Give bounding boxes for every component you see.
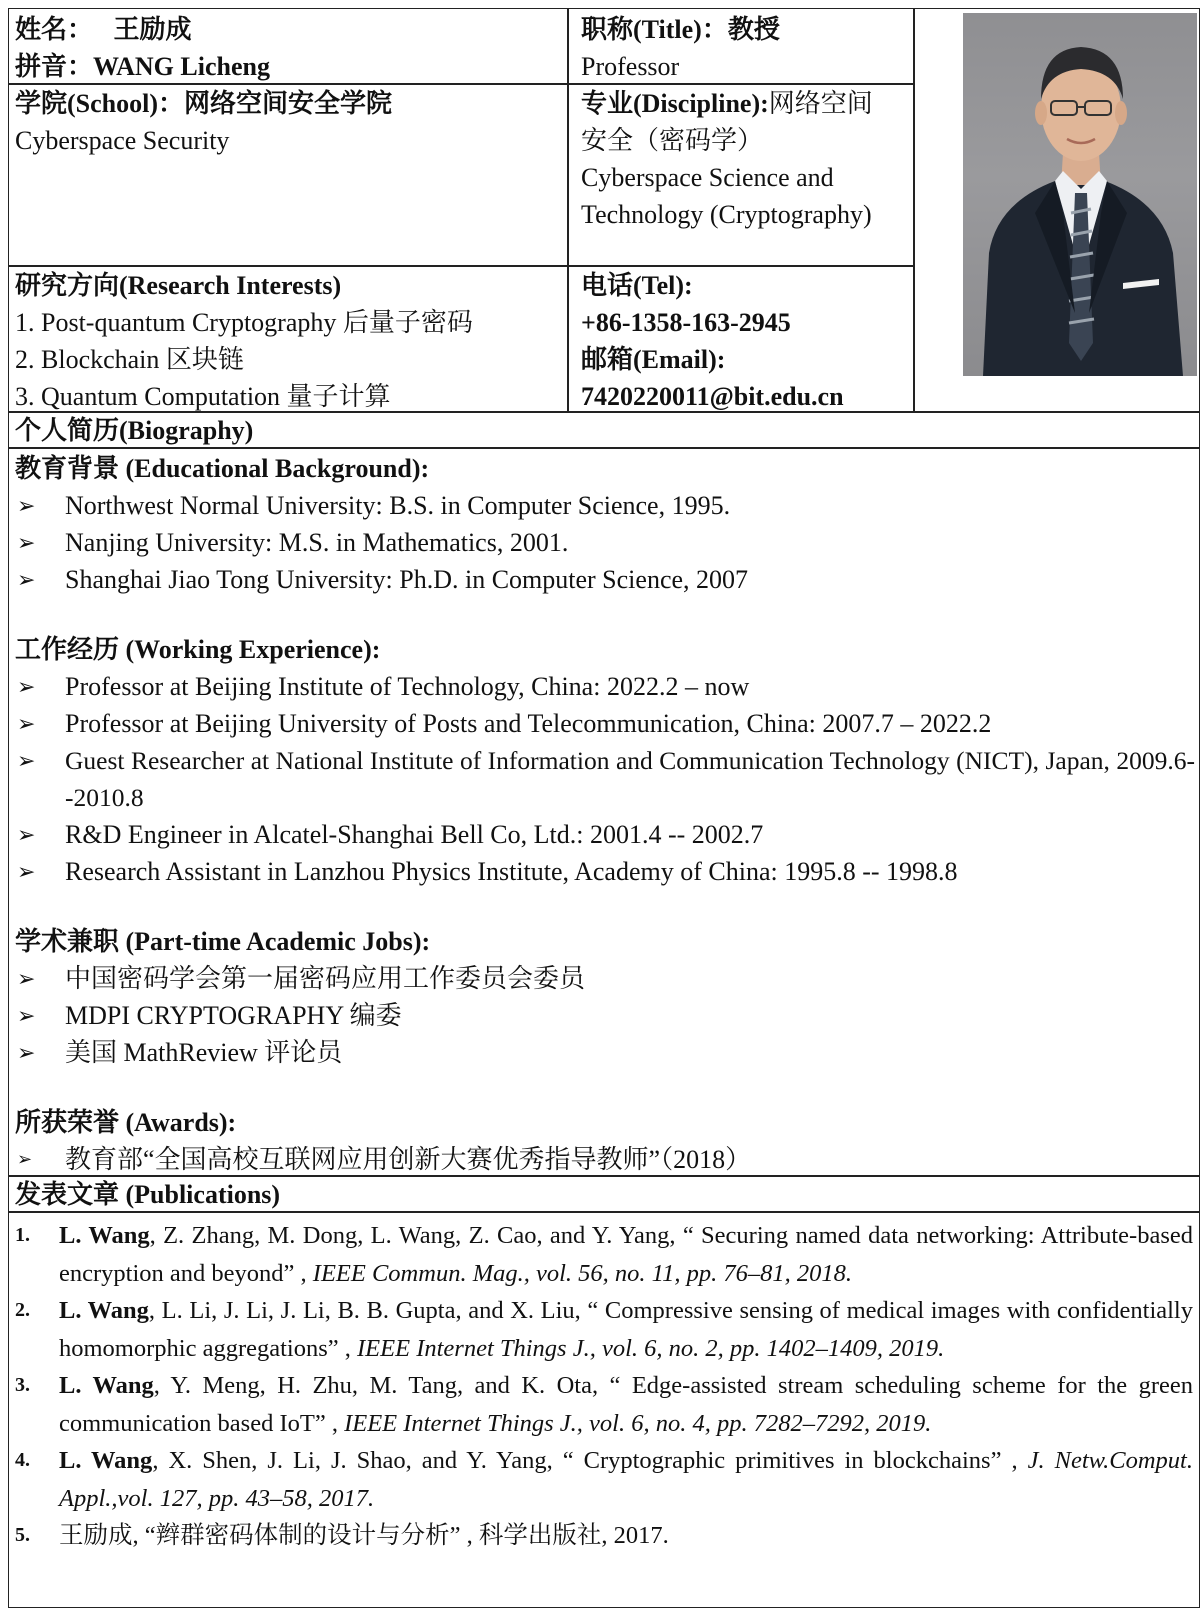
arrow-bullet-icon: ➢ bbox=[17, 859, 36, 884]
contact-cell bbox=[581, 267, 911, 415]
publication-number: 4. bbox=[15, 1449, 30, 1471]
tel-value: +86-1358-163-2945 bbox=[581, 308, 791, 337]
list-item: ➢ Research Assistant in Lanzhou Physics Institute, Academy of China: 1995.8 -- 1998.8 bbox=[15, 853, 1195, 890]
cv-table bbox=[8, 8, 1200, 1608]
publication-item bbox=[15, 1367, 1193, 1442]
education-list bbox=[15, 487, 1195, 598]
arrow-bullet-icon: ➢ bbox=[17, 1040, 36, 1065]
publication-text: , L. Li, J. Li, J. Li, B. B. Gupta, and X. Liu, “ Compressive sensing of medical images with confidentially homomorphic aggregations” , bbox=[59, 1297, 1193, 1362]
arrow-bullet-icon: ➢ bbox=[17, 674, 36, 699]
tel-label: 电话(Tel): bbox=[581, 271, 693, 300]
publication-venue: IEEE Commun. Mag., vol. 56, no. 11, pp. 76–81, 2018. bbox=[312, 1259, 852, 1287]
publication-text: 王励成, “辫群密码体制的设计与分析” , 科学出版社, 2017. bbox=[59, 1522, 669, 1549]
publication-lead-author: L. Wang bbox=[59, 1297, 149, 1324]
discipline-cell bbox=[581, 85, 911, 233]
portrait-illustration bbox=[963, 13, 1197, 376]
publication-venue: IEEE Internet Things J., vol. 6, no. 4, pp. 7282–7292, 2019. bbox=[344, 1409, 932, 1437]
publication-venue: IEEE Internet Things J., vol. 6, no. 2, pp. 1402–1409, 2019. bbox=[357, 1334, 945, 1362]
pinyin-label: 拼音： bbox=[15, 52, 94, 81]
publication-list bbox=[15, 1217, 1193, 1555]
parttime-heading: 学术兼职 (Part-time Academic Jobs): bbox=[15, 927, 431, 956]
publication-text: , X. Shen, J. Li, J. Shao, and Y. Yang, “ Cryptographic primitives in blockchains” , bbox=[152, 1447, 1028, 1474]
education-heading: 教育背景 (Educational Background): bbox=[15, 454, 430, 483]
grid-line bbox=[913, 9, 915, 411]
awards-heading: 所获荣誉 (Awards): bbox=[15, 1108, 237, 1137]
research-item: 2. Blockchain 区块链 bbox=[15, 345, 244, 374]
research-cell bbox=[15, 267, 565, 415]
name-label: 姓名： bbox=[15, 15, 94, 44]
research-item: 3. Quantum Computation 量子计算 bbox=[15, 382, 391, 411]
arrow-bullet-icon: ➢ bbox=[17, 1149, 33, 1169]
discipline-line bbox=[581, 85, 911, 122]
grid-line bbox=[567, 9, 569, 411]
title-line bbox=[581, 11, 911, 48]
publication-number: 1. bbox=[15, 1224, 30, 1246]
discipline-value-cn-2: 安全（密码学） bbox=[581, 126, 764, 155]
discipline-value-en-2: Technology (Cryptography) bbox=[581, 200, 872, 229]
research-item: 1. Post-quantum Cryptography 后量子密码 bbox=[15, 308, 473, 337]
name-cell bbox=[15, 11, 565, 85]
email-value: 7420220011@bit.edu.cn bbox=[581, 382, 844, 411]
name-value: 王励成 bbox=[113, 15, 192, 44]
research-label: 研究方向(Research Interests) bbox=[15, 271, 342, 300]
publication-lead-author: L. Wang bbox=[59, 1447, 153, 1474]
publication-item bbox=[15, 1292, 1193, 1367]
list-item: ➢ R&D Engineer in Alcatel-Shanghai Bell Co, Ltd.: 2001.4 -- 2002.7 bbox=[15, 816, 1195, 853]
publication-venue: J. Netw.Comput. Appl.,vol. 127, pp. 43–58, 2017. bbox=[59, 1447, 1193, 1512]
list-item: ➢ 教育部“全国高校互联网应用创新大赛优秀指导教师”（2018） bbox=[15, 1141, 1195, 1178]
work-heading: 工作经历 (Working Experience): bbox=[15, 635, 381, 664]
publication-number: 3. bbox=[15, 1374, 30, 1396]
school-cell bbox=[15, 85, 565, 159]
list-item: ➢ Shanghai Jiao Tong University: Ph.D. in Computer Science, 2007 bbox=[15, 561, 1195, 598]
title-value-cn: 教授 bbox=[727, 15, 780, 44]
list-item: ➢ Nanjing University: M.S. in Mathematics, 2001. bbox=[15, 524, 1195, 561]
list-item: ➢ Professor at Beijing Institute of Technology, China: 2022.2 – now bbox=[15, 668, 1195, 705]
publication-item bbox=[15, 1217, 1193, 1292]
title-label: 职称(Title)： bbox=[581, 15, 728, 44]
discipline-value-cn-1: 网络空间 bbox=[768, 89, 873, 118]
list-item: ➢ MDPI CRYPTOGRAPHY 编委 bbox=[15, 997, 1195, 1034]
list-item: ➢ 美国 MathReview 评论员 bbox=[15, 1034, 1195, 1071]
list-item: ➢ 中国密码学会第一届密码应用工作委员会委员 bbox=[15, 960, 1195, 997]
publication-text: , Z. Zhang, M. Dong, L. Wang, Z. Cao, and Y. Yang, “ Securing named data networking: Attribute-based encryption and beyond” , bbox=[59, 1222, 1193, 1287]
arrow-bullet-icon: ➢ bbox=[17, 1003, 36, 1028]
arrow-bullet-icon: ➢ bbox=[17, 822, 36, 847]
parttime-list bbox=[15, 960, 1195, 1071]
publication-number: 2. bbox=[15, 1299, 30, 1321]
publication-text: , Y. Meng, H. Zhu, M. Tang, and K. Ota, “ Edge-assisted stream scheduling scheme for the green communication based IoT” , bbox=[59, 1372, 1193, 1437]
publication-number: 5. bbox=[15, 1524, 30, 1546]
biography-body bbox=[15, 451, 1195, 1178]
publications-body bbox=[15, 1217, 1193, 1555]
discipline-value-en-1: Cyberspace Science and bbox=[581, 163, 834, 192]
portrait-photo bbox=[963, 13, 1197, 376]
biography-heading: 个人简历(Biography) bbox=[15, 416, 254, 445]
publication-item bbox=[15, 1442, 1193, 1517]
arrow-bullet-icon: ➢ bbox=[17, 711, 36, 736]
arrow-bullet-icon: ➢ bbox=[17, 567, 36, 592]
publication-lead-author: L. Wang bbox=[59, 1372, 154, 1399]
arrow-bullet-icon: ➢ bbox=[17, 493, 36, 518]
list-item: ➢ Northwest Normal University: B.S. in Computer Science, 1995. bbox=[15, 487, 1195, 524]
list-item: ➢ Professor at Beijing University of Posts and Telecommunication, China: 2007.7 – 2022.2 bbox=[15, 705, 1195, 742]
email-label: 邮箱(Email): bbox=[581, 345, 726, 374]
publication-lead-author: L. Wang bbox=[59, 1222, 150, 1249]
title-value-en: Professor bbox=[581, 52, 680, 81]
school-label: 学院(School)： bbox=[15, 89, 185, 118]
arrow-bullet-icon: ➢ bbox=[17, 530, 36, 555]
publications-heading: 发表文章 (Publications) bbox=[15, 1180, 281, 1209]
publication-item bbox=[15, 1517, 1193, 1555]
arrow-bullet-icon: ➢ bbox=[17, 748, 36, 773]
school-value-en: Cyberspace Security bbox=[15, 126, 230, 155]
list-item: ➢ Guest Researcher at National Institute of Information and Communication Technology (NICT), Japan, 2009.6--2010.8 bbox=[15, 742, 1195, 816]
school-value-cn: 网络空间安全学院 bbox=[184, 89, 393, 118]
name-line bbox=[15, 11, 565, 48]
title-cell bbox=[581, 11, 911, 85]
pinyin-line bbox=[15, 48, 565, 85]
school-line bbox=[15, 85, 565, 122]
awards-list bbox=[15, 1141, 1195, 1178]
arrow-bullet-icon: ➢ bbox=[17, 966, 36, 991]
work-list bbox=[15, 668, 1195, 890]
discipline-label: 专业(Discipline): bbox=[581, 89, 769, 118]
pinyin-value: WANG Licheng bbox=[93, 52, 270, 81]
